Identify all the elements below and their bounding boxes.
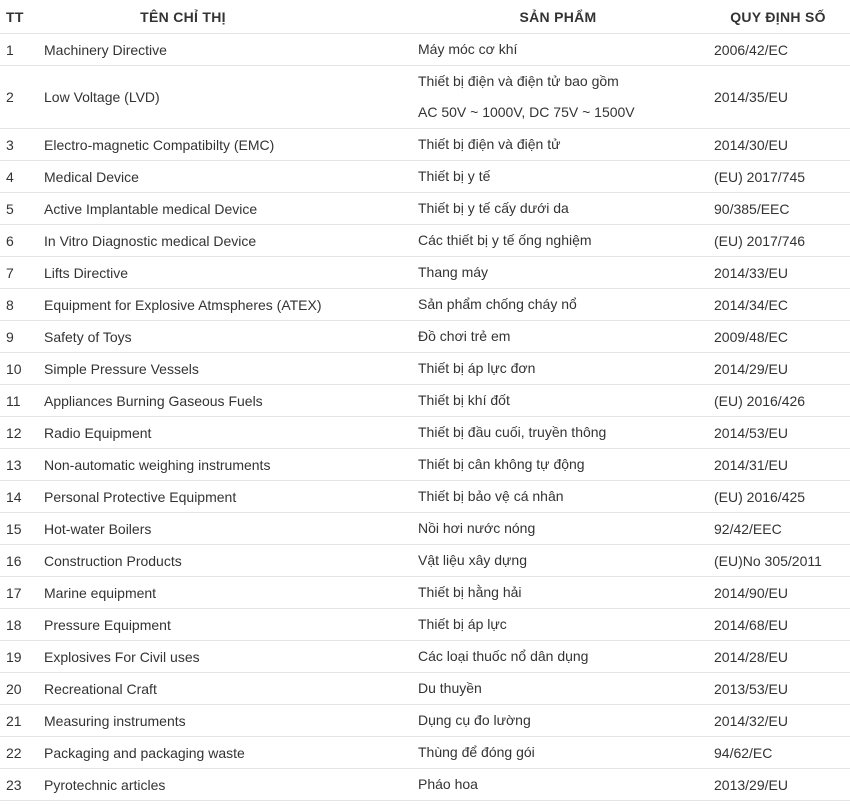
table-row: [0, 545, 850, 577]
product-text: Vật liệu xây dựng: [418, 552, 527, 568]
directive-name: Appliances Burning Gaseous Fuels: [36, 385, 410, 417]
regulation-number: 2006/42/EC: [706, 34, 850, 66]
regulation-number: 2014/53/EU: [706, 417, 850, 449]
product-text: Các thiết bị y tế ống nghiệm: [418, 232, 592, 248]
header-directive-name: TÊN CHỈ THỊ: [36, 0, 410, 34]
header-row: [0, 0, 850, 34]
product-text: Thiết bị áp lực: [418, 616, 507, 632]
directive-name: Construction Products: [36, 545, 410, 577]
directive-name: Simple Pressure Vessels: [36, 353, 410, 385]
directive-name: Pyrotechnic articles: [36, 769, 410, 801]
regulation-number: (EU) 2017/745: [706, 161, 850, 193]
row-number: 19: [0, 641, 36, 673]
product-text: Nồi hơi nước nóng: [418, 520, 536, 536]
product-text: Thiết bị cân không tự động: [418, 456, 585, 472]
row-number: 21: [0, 705, 36, 737]
table-row: [0, 513, 850, 545]
directive-name: Pressure Equipment: [36, 609, 410, 641]
row-number: 8: [0, 289, 36, 321]
product-cell: [410, 353, 706, 385]
header-tt: TT: [0, 0, 36, 34]
product-cell: [410, 609, 706, 641]
table-row: [0, 289, 850, 321]
regulation-number: (EU) 2016/426: [706, 385, 850, 417]
product-text: Du thuyền: [418, 680, 482, 696]
directive-name: Non-automatic weighing instruments: [36, 449, 410, 481]
row-number: 14: [0, 481, 36, 513]
product-cell: [410, 193, 706, 225]
product-cell: [410, 289, 706, 321]
product-cell: [410, 513, 706, 545]
directive-name: Personal Protective Equipment: [36, 481, 410, 513]
row-number: 16: [0, 545, 36, 577]
product-cell: [410, 673, 706, 705]
row-number: 10: [0, 353, 36, 385]
product-cell: [410, 321, 706, 353]
table-row: [0, 769, 850, 801]
directive-name: Electro-magnetic Compatibilty (EMC): [36, 129, 410, 161]
table-row: [0, 225, 850, 257]
row-number: 6: [0, 225, 36, 257]
table-row: [0, 66, 850, 129]
table-row: [0, 129, 850, 161]
directive-name: Recreational Craft: [36, 673, 410, 705]
table-row: [0, 481, 850, 513]
directive-name: Machinery Directive: [36, 34, 410, 66]
header-regulation: QUY ĐỊNH SỐ: [706, 0, 850, 34]
product-text: Thiết bị điện và điện tử bao gồm: [418, 73, 619, 89]
product-cell: [410, 577, 706, 609]
table-row: [0, 641, 850, 673]
table-row: [0, 353, 850, 385]
table-row: [0, 161, 850, 193]
directive-name: Lifts Directive: [36, 257, 410, 289]
row-number: 23: [0, 769, 36, 801]
directive-name: Marine equipment: [36, 577, 410, 609]
product-cell: [410, 161, 706, 193]
product-cell: [410, 545, 706, 577]
regulation-number: 92/42/EEC: [706, 513, 850, 545]
directive-name: In Vitro Diagnostic medical Device: [36, 225, 410, 257]
product-text-line2: AC 50V ~ 1000V, DC 75V ~ 1500V: [418, 104, 635, 120]
product-cell: [410, 129, 706, 161]
product-text: Sản phẩm chống cháy nổ: [418, 296, 577, 312]
product-cell: [410, 385, 706, 417]
directive-name: Explosives For Civil uses: [36, 641, 410, 673]
regulation-number: 2014/34/EC: [706, 289, 850, 321]
table-row: [0, 34, 850, 66]
product-cell: [410, 66, 706, 129]
table-row: [0, 577, 850, 609]
directive-name: Safety of Toys: [36, 321, 410, 353]
product-text: Thiết bị khí đốt: [418, 392, 510, 408]
product-text: Đồ chơi trẻ em: [418, 328, 511, 344]
directive-name: Hot-water Boilers: [36, 513, 410, 545]
product-text: Dụng cụ đo lường: [418, 712, 531, 728]
product-text: Thiết bị bảo vệ cá nhân: [418, 488, 564, 504]
table-row: [0, 673, 850, 705]
directive-name: Medical Device: [36, 161, 410, 193]
row-number: 22: [0, 737, 36, 769]
product-cell: [410, 769, 706, 801]
regulation-number: 2014/28/EU: [706, 641, 850, 673]
product-cell: [410, 225, 706, 257]
product-text: Thiết bị y tế cấy dưới da: [418, 200, 569, 216]
product-text: Thiết bị điện và điện tử: [418, 136, 561, 152]
regulation-number: 2014/30/EU: [706, 129, 850, 161]
regulation-number: 2014/90/EU: [706, 577, 850, 609]
regulation-number: 2014/32/EU: [706, 705, 850, 737]
directive-name: Measuring instruments: [36, 705, 410, 737]
row-number: 15: [0, 513, 36, 545]
table-row: [0, 385, 850, 417]
product-cell: [410, 257, 706, 289]
table-row: [0, 257, 850, 289]
regulation-number: 2014/31/EU: [706, 449, 850, 481]
product-cell: [410, 481, 706, 513]
directive-name: Low Voltage (LVD): [36, 66, 410, 129]
regulation-number: 90/385/EEC: [706, 193, 850, 225]
row-number: 13: [0, 449, 36, 481]
product-text: Thiết bị hằng hải: [418, 584, 522, 600]
product-text: Pháo hoa: [418, 776, 478, 792]
row-number: 9: [0, 321, 36, 353]
row-number: 18: [0, 609, 36, 641]
regulation-number: (EU)No 305/2011: [706, 545, 850, 577]
row-number: 4: [0, 161, 36, 193]
row-number: 5: [0, 193, 36, 225]
product-cell: [410, 737, 706, 769]
product-cell: [410, 705, 706, 737]
table-row: [0, 705, 850, 737]
table-row: [0, 321, 850, 353]
product-cell: [410, 417, 706, 449]
regulation-number: (EU) 2017/746: [706, 225, 850, 257]
regulation-number: 2014/33/EU: [706, 257, 850, 289]
regulation-number: 2013/29/EU: [706, 769, 850, 801]
row-number: 20: [0, 673, 36, 705]
row-number: 1: [0, 34, 36, 66]
row-number: 3: [0, 129, 36, 161]
regulation-number: 2014/35/EU: [706, 66, 850, 129]
product-text: Thiết bị y tế: [418, 168, 491, 184]
table-row: [0, 737, 850, 769]
product-text: Thùng để đóng gói: [418, 744, 535, 760]
product-text: Thiết bị áp lực đơn: [418, 360, 536, 376]
row-number: 2: [0, 66, 36, 129]
table-row: [0, 417, 850, 449]
product-cell: [410, 449, 706, 481]
directive-name: Equipment for Explosive Atmspheres (ATEX): [36, 289, 410, 321]
table-header: [0, 0, 850, 34]
regulation-number: 2013/53/EU: [706, 673, 850, 705]
regulation-number: 2009/48/EC: [706, 321, 850, 353]
row-number: 7: [0, 257, 36, 289]
product-text: Máy móc cơ khí: [418, 41, 518, 57]
regulation-number: 94/62/EC: [706, 737, 850, 769]
row-number: 11: [0, 385, 36, 417]
product-text: Thiết bị đầu cuối, truyền thông: [418, 424, 607, 440]
table-row: [0, 193, 850, 225]
regulation-number: 2014/68/EU: [706, 609, 850, 641]
row-number: 17: [0, 577, 36, 609]
header-product: SẢN PHẨM: [410, 0, 706, 34]
directive-name: Packaging and packaging waste: [36, 737, 410, 769]
product-text: Thang máy: [418, 264, 489, 280]
directive-name: Radio Equipment: [36, 417, 410, 449]
product-text: Các loại thuốc nổ dân dụng: [418, 648, 589, 664]
table-body: [0, 34, 850, 801]
row-number: 12: [0, 417, 36, 449]
regulation-number: (EU) 2016/425: [706, 481, 850, 513]
table-row: [0, 609, 850, 641]
product-cell: [410, 641, 706, 673]
table-row: [0, 449, 850, 481]
product-cell: [410, 34, 706, 66]
directive-name: Active Implantable medical Device: [36, 193, 410, 225]
regulation-number: 2014/29/EU: [706, 353, 850, 385]
